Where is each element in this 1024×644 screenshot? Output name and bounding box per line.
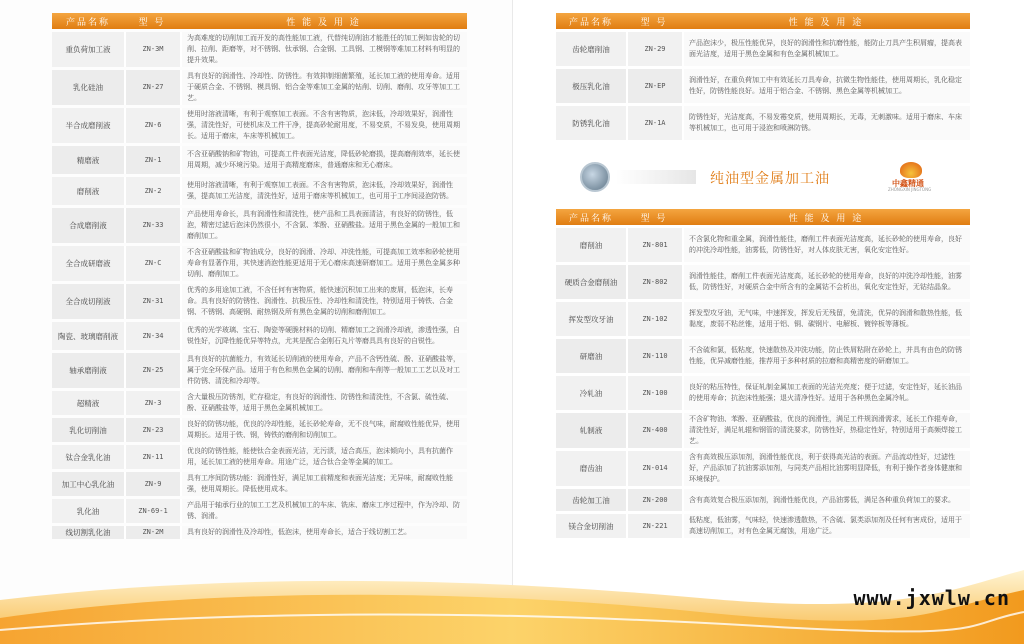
- company-logo-subtitle: ZHONGXIN JINGTONG: [888, 187, 932, 192]
- table-row: [52, 418, 467, 442]
- product-description: 不含亚硝酸盐和矿物油成分，良好的润滑、冷却、冲洗性能，可提高加工效率和砂轮使用寿命有显著作用，其快速消泡性能更适用于无心磨床高速研磨加工。适用于黑色金属多种切削、磨削加工。: [180, 246, 467, 281]
- product-description: 润滑性能佳，磨削工件表面光洁度高，延长砂轮的使用寿命，良好的冲洗冷却性能，油雾低，防锈性好，对硬质合金中所含有的金属钴不会析出，氧化安定性好，无钴结晶象。: [682, 265, 970, 299]
- table-row: [52, 526, 467, 539]
- header-name: 产品名称: [556, 209, 626, 225]
- product-name: 乳化切削油: [52, 418, 124, 442]
- table-row: [52, 32, 467, 67]
- product-name: 硬质合金磨削油: [556, 265, 626, 299]
- header-name: 产品名称: [52, 13, 124, 29]
- product-description: 含有高效极压添加剂，润滑性能优良，利于获得高光洁的表面。产品流动性好，过滤性好，产品添加了抗油雾添加剂，与同类产品相比油雾明显降低，有利于操作者身体健康和环境保护。: [682, 451, 970, 486]
- table-row: [556, 376, 970, 410]
- product-model: ZN-25: [124, 353, 180, 388]
- product-name: 轧制液: [556, 413, 626, 448]
- product-model: ZN-2: [124, 177, 180, 205]
- left-table-body: [52, 32, 467, 539]
- product-name: 乳化硅油: [52, 70, 124, 105]
- product-model: ZN-100: [626, 376, 682, 410]
- table-row: [556, 106, 970, 140]
- table-row: [52, 284, 467, 319]
- table-header: [52, 13, 467, 29]
- product-description: 优良的防锈性能，能使钛合金表面光洁，无污渍，适合高压，泡沫倾向小，具有抗菌作用，延长加工液的使用寿命。用途广泛，适合钛合金等金属的加工。: [180, 445, 467, 469]
- product-description: 为高难度的切削加工而开发的高性能加工液，代替纯切削油才能胜任的加工例如齿轮的切削、拉削、距磨等，对不锈钢、钛承钢、合金钢、工具钢、工模钢等难加工材料有明显的提升效果。: [180, 32, 467, 67]
- product-description: 不含硫和氯，低粘度，快速散热及冲洗功能，防止铁屑粘附在砂轮上，并具有由色的防锈性能，优异减磨性能，推荐用于多种材质的拉磨和高精密度的研磨加工。: [682, 339, 970, 373]
- table-row: [52, 246, 467, 281]
- table-row: [556, 32, 970, 66]
- product-model: ZN-9: [124, 472, 180, 496]
- product-name: 重负荷加工液: [52, 32, 124, 67]
- table-row: [556, 302, 970, 336]
- product-name: 全合成切削液: [52, 284, 124, 319]
- product-name: 研磨油: [556, 339, 626, 373]
- product-description: 挥发型攻牙油，无气味，中速挥发，挥发后无残留，免清洗，优异的润滑和散热性能，低黏度，废弱不粘丝锥，适用于铝、铜、碳钢片、电解板、镀锌板等薄板。: [682, 302, 970, 336]
- header-model: 型 号: [124, 13, 180, 29]
- product-model: ZN-33: [124, 208, 180, 243]
- left-product-table: [52, 10, 467, 542]
- product-name: 陶瓷、玻璃磨削液: [52, 322, 124, 350]
- header-desc: 性 能 及 用 途: [180, 13, 467, 29]
- product-name: 齿轮加工油: [556, 489, 626, 511]
- product-model: ZN-110: [626, 339, 682, 373]
- blade-emblem-icon: [580, 162, 610, 192]
- table-row: [52, 472, 467, 496]
- table-row: [556, 489, 970, 511]
- product-model: ZN-34: [124, 322, 180, 350]
- product-name: 磨削油: [556, 228, 626, 262]
- product-description: 具有工序间防锈功能：润滑性好，满足加工前精度和表面光洁度；无异味，耐腐败性能强，使用周期长。降低使用成本。: [180, 472, 467, 496]
- product-description: 具有良好的润滑性、冷却性、防锈性。有效抑制细菌繁殖，延长加工液的使用寿命。适用于硬质合金、不锈钢、模具钢、铝合金等难加工金属的钻削、切削、磨削、攻牙等加工工艺。: [180, 70, 467, 105]
- product-description: 具有良好的抗菌能力，有效延长切削液的使用寿命，产品不含钙性硫、酚、亚硝酸盐等，属于完全环保产品。适用于有色和黑色金属的切削、磨削和车削等一般加工工艺以及对工件防锈、清洗和冷却等。: [180, 353, 467, 388]
- table-header: [556, 13, 970, 29]
- table-row: [556, 228, 970, 262]
- product-model: ZN-3: [124, 391, 180, 415]
- table-row: [52, 391, 467, 415]
- product-model: ZN-221: [626, 514, 682, 538]
- product-description: 使用时溶液清晰，有利于观察加工表面。不含有害物质，泡沫低，冷却效果好，润滑性强，清洗性好，可使机床及工件干净，提高砂轮耐用度，不易变质，不易发臭，使用周期长。适用于磨床，车床等机械加工。: [180, 108, 467, 143]
- table-row: [52, 208, 467, 243]
- product-model: ZN-200: [626, 489, 682, 511]
- product-model: ZN-27: [124, 70, 180, 105]
- site-watermark: www.jxwlw.cn: [853, 586, 1010, 610]
- product-description: 不含亚硝酸钠和矿物油，可提高工件表面光洁度，降低砂轮磨损，提高磨削效率，延长使用周期，减少环境污染。适用于高精度磨床，普通磨床和无心磨床。: [180, 146, 467, 174]
- product-model: ZN-802: [626, 265, 682, 299]
- right-top-product-table: [556, 10, 970, 143]
- product-description: 优秀的光学玻璃、宝石、陶瓷等硬脆材料的切削、精磨加工之润滑冷却液，渗透性强，自锐性好，沉降性能优异等特点，尤其是配合金刚石丸片等磨具具有良好的自锐性。: [180, 322, 467, 350]
- product-model: ZN-29: [626, 32, 682, 66]
- table-row: [52, 108, 467, 143]
- table-row: [556, 265, 970, 299]
- product-description: 良好的防锈功能，优良的冷却性能，延长砂轮寿命，无不良气味，耐腐败性能优异，使用周期长。适用于铁、钢，铸铁的磨削和切削加工。: [180, 418, 467, 442]
- table-row: [556, 413, 970, 448]
- product-model: ZN-11: [124, 445, 180, 469]
- product-name: 加工中心乳化油: [52, 472, 124, 496]
- table-row: [52, 445, 467, 469]
- product-name: 镁合金切削油: [556, 514, 626, 538]
- table-row: [52, 146, 467, 174]
- product-description: 润滑性好，在重负荷加工中有效延长刀具寿命，抗微生物性能佳，使用周期长，乳化稳定性好，防锈性能良好。适用于铝合金、不锈钢、黑色金属等机械加工。: [682, 69, 970, 103]
- product-name: 合成磨削液: [52, 208, 124, 243]
- product-name: 钛合金乳化油: [52, 445, 124, 469]
- header-desc: 性 能 及 用 途: [682, 13, 970, 29]
- product-model: ZN-3M: [124, 32, 180, 67]
- product-model: ZN-31: [124, 284, 180, 319]
- product-model: ZN-EP: [626, 69, 682, 103]
- product-description: 防锈性好，光洁度高，不易发霉变质，使用周期长，无毒，无刺激味。适用于磨床、车床等机械加工，也可用于浸泡和喷淋防锈。: [682, 106, 970, 140]
- product-description: 使用时溶液清晰，有利于观察加工表面。不含有害物质，泡沫低，冷却效果好，润滑性强，提高加工光洁度，清洗性好，适用于磨床等机械加工，也可用于工序间浸泡防锈。: [180, 177, 467, 205]
- product-name: 冷轧油: [556, 376, 626, 410]
- product-name: 全合成研磨液: [52, 246, 124, 281]
- product-model: ZN-102: [626, 302, 682, 336]
- product-model: ZN-801: [626, 228, 682, 262]
- table-row: [556, 451, 970, 486]
- product-name: 超精液: [52, 391, 124, 415]
- product-name: 极压乳化油: [556, 69, 626, 103]
- table-row: [556, 514, 970, 538]
- right-bottom-product-table: [556, 206, 970, 541]
- product-model: ZN-2M: [124, 526, 180, 539]
- product-description: 不含矿物油、苯酚、亚硝酸盐，优良的润滑性，满足工件规润滑需求，延长工作辊寿命，清洗性好，满足轧辊和钢管的清洗要求，防锈性好，热稳定性好，特别适用于高频焊接工艺。: [682, 413, 970, 448]
- section-title: 纯油型金属加工油: [710, 171, 830, 187]
- product-model: ZN-69-1: [124, 499, 180, 523]
- product-name: 磨齿油: [556, 451, 626, 486]
- table-row: [52, 70, 467, 105]
- product-description: 不含氯化物和重金属，润滑性能佳，磨削工件表面光洁度高，延长砂轮的使用寿命，良好的冲洗冷却性能，油雾低，防锈性好，对人体皮肤无害，氧化安定性好。: [682, 228, 970, 262]
- right-top-table-body: [556, 32, 970, 140]
- header-desc: 性 能 及 用 途: [682, 209, 970, 225]
- product-description: 优秀的多用途加工液，不含任何有害物质，能快速沉积加工出来的废屑，低泡沫，长寿命。具有良好的防锈性、润滑性、抗极压性、冷却性和清洗性，特别适用于铸铁、合金钢、不锈钢、高硬钢、耐热钢及所有黑色金属的切削和磨削加工。: [180, 284, 467, 319]
- product-name: 磨削液: [52, 177, 124, 205]
- product-description: 含有高效复合极压添加剂，润滑性能优良，产品油雾低，满足各种重负荷加工的要求。: [682, 489, 970, 511]
- product-name: 防锈乳化油: [556, 106, 626, 140]
- product-name: 挥发型攻牙油: [556, 302, 626, 336]
- table-row: [52, 177, 467, 205]
- product-description: 低粘度，低油雾，气味轻，快速渗透散热，不含硫、氯类添加剂及任何有害成份，适用于高速切削加工，对有色金属无腐蚀，用途广泛。: [682, 514, 970, 538]
- product-description: 产品泡沫少，极压性能优异，良好的润滑性和抗磨性能，能防止刀具产生积屑瘤，提高表面光洁度，适用于黑色金属和有色金属机械加工。: [682, 32, 970, 66]
- table-row: [52, 353, 467, 388]
- product-model: ZN-6: [124, 108, 180, 143]
- product-model: ZN-400: [626, 413, 682, 448]
- product-description: 含大量极压防锈剂，贮存稳定，有良好的润滑性、防锈性和清洗性，不含氯、硫性硫、酚、亚硝酸盐等，适用于黑色金属机械加工。: [180, 391, 467, 415]
- table-row: [556, 69, 970, 103]
- product-name: 齿轮磨削油: [556, 32, 626, 66]
- product-model: ZN-1: [124, 146, 180, 174]
- table-row: [52, 499, 467, 523]
- title-bar: [616, 170, 696, 184]
- product-name: 精磨液: [52, 146, 124, 174]
- section-title-banner: [580, 162, 980, 192]
- company-logo-name: 中鑫精通: [892, 179, 924, 188]
- product-description: 良好的粘压特性，保证轧制金属加工表面的光洁光亮度；便于过滤，安定性好，延长油品的使用寿命；抗泡沫性能强；退火清净性好。适用于各种黑色金属冷轧。: [682, 376, 970, 410]
- product-model: ZN-1A: [626, 106, 682, 140]
- table-row: [52, 322, 467, 350]
- header-name: 产品名称: [556, 13, 626, 29]
- right-bottom-table-body: [556, 228, 970, 538]
- product-description: 产品使用寿命长，具有润滑性和清洗性，使产品和工具表面清洁，有良好的防锈性，低泡，精密过滤后泡沫仍然很小，不含氯、苯酚、亚硝酸盐。适用于黑色金属的一般加工和磨削加工。: [180, 208, 467, 243]
- header-model: 型 号: [626, 13, 682, 29]
- product-description: 具有良好的润滑性及冷却性，低泡沫，使用寿命长，适合于线切割工艺。: [180, 526, 467, 539]
- product-description: 产品用于轴承行业的加工工艺及机械加工的车床、铣床、磨床工序过程中，作为冷却、防锈、润滑。: [180, 499, 467, 523]
- product-name: 半合成磨削液: [52, 108, 124, 143]
- product-name: 轴承磨削液: [52, 353, 124, 388]
- company-logo-icon: [900, 162, 922, 178]
- product-model: ZN-014: [626, 451, 682, 486]
- table-row: [556, 339, 970, 373]
- product-name: 线切割乳化油: [52, 526, 124, 539]
- table-header: [556, 209, 970, 225]
- product-model: ZN-23: [124, 418, 180, 442]
- product-name: 乳化油: [52, 499, 124, 523]
- product-model: ZN-C: [124, 246, 180, 281]
- header-model: 型 号: [626, 209, 682, 225]
